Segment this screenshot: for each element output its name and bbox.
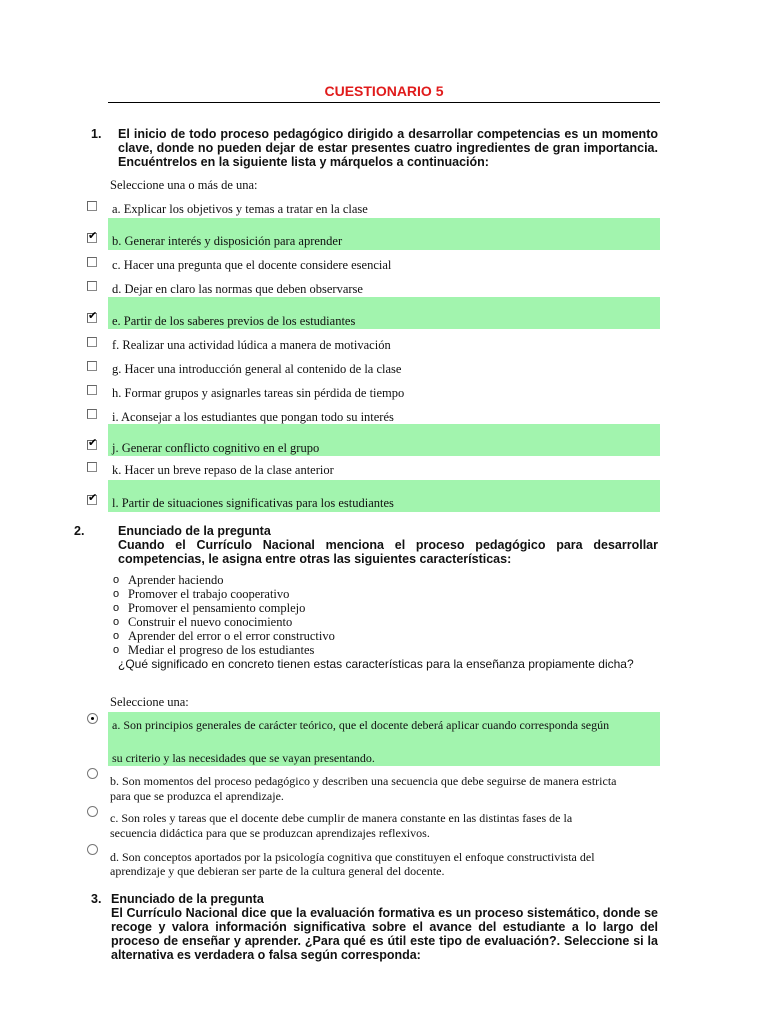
question-2-heading: Enunciado de la pregunta: [118, 524, 271, 538]
bullet-marker: o: [113, 616, 120, 628]
question-1-instruction: Seleccione una o más de una:: [110, 178, 258, 192]
bullet-item: Aprender haciendo: [128, 573, 224, 587]
checkmark-icon: ✔: [88, 229, 98, 242]
option-checkbox[interactable]: [87, 436, 98, 450]
bullet-item: Construir el nuevo conocimiento: [128, 615, 293, 629]
option-label[interactable]: l. Partir de situaciones significativas para los estudiantes: [112, 496, 394, 510]
option-label[interactable]: f. Realizar una actividad lúdica a manera de motivación: [112, 338, 391, 352]
checkmark-icon: ✔: [88, 491, 98, 504]
option-label-line[interactable]: para que se produzca el aprendizaje.: [110, 789, 284, 803]
option-label[interactable]: b. Generar interés y disposición para aprender: [112, 234, 343, 248]
question-2-question: ¿Qué significado en concreto tienen estas características para la enseñanza propiamente dicha?: [118, 657, 634, 671]
option-checkbox[interactable]: [87, 201, 97, 211]
checkmark-icon: ✔: [88, 309, 98, 322]
option-label[interactable]: k. Hacer un breve repaso de la clase anterior: [112, 463, 334, 477]
question-2-text: Cuando el Currículo Nacional menciona el proceso pedagógico para desarrollar competencias, le asigna entre otras las siguientes características:: [118, 538, 658, 566]
question-1-text: El inicio de todo proceso pedagógico dirigido a desarrollar competencias es un momento clave, donde no pueden dejar de estar presentes cuatro ingredientes de gran importancia. Encuéntrelos en la siguiente lista y márquelos a continuación:: [118, 127, 658, 169]
option-radio[interactable]: [87, 844, 98, 855]
bullet-marker: o: [113, 574, 120, 586]
bullet-marker: o: [113, 588, 120, 600]
page-title: CUESTIONARIO 5: [324, 83, 444, 99]
question-2-instruction: Seleccione una:: [110, 695, 189, 709]
option-label-line[interactable]: c. Son roles y tareas que el docente debe cumplir de manera constante en las distintas fases de la: [110, 811, 573, 825]
radio-selected-dot: [91, 717, 94, 720]
option-checkbox[interactable]: [87, 309, 98, 323]
option-label[interactable]: a. Explicar los objetivos y temas a tratar en la clase: [112, 202, 368, 216]
bullet-item: Mediar el progreso de los estudiantes: [128, 643, 315, 657]
bullet-item: Promover el trabajo cooperativo: [128, 587, 290, 601]
question-3-text: El Currículo Nacional dice que la evaluación formativa es un proceso sistemático, donde se recoge y valora información significativa sobre el avance del estudiante a lo largo del proceso de enseñar y aprender. ¿Para qué es útil este tipo de evaluación?. Seleccione si la alternativa es verdadera o falsa según corresponda:: [111, 906, 658, 962]
option-checkbox[interactable]: [87, 337, 97, 347]
option-radio[interactable]: [87, 806, 98, 817]
bullet-marker: o: [113, 630, 120, 642]
option-label[interactable]: e. Partir de los saberes previos de los estudiantes: [112, 314, 356, 328]
option-label[interactable]: g. Hacer una introducción general al contenido de la clase: [112, 362, 402, 376]
option-label[interactable]: j. Generar conflicto cognitivo en el grupo: [112, 441, 320, 455]
option-checkbox[interactable]: [87, 361, 97, 371]
option-checkbox[interactable]: [87, 462, 97, 472]
option-checkbox[interactable]: [87, 229, 98, 243]
question-2-number: 2.: [74, 524, 85, 538]
bullet-marker: o: [113, 644, 120, 656]
option-checkbox[interactable]: [87, 257, 97, 267]
question-3-heading: Enunciado de la pregunta: [111, 892, 264, 906]
option-checkbox[interactable]: [87, 281, 97, 291]
option-label[interactable]: c. Hacer una pregunta que el docente considere esencial: [112, 258, 392, 272]
bullet-item: Aprender del error o el error constructivo: [128, 629, 335, 643]
option-label-line[interactable]: su criterio y las necesidades que se vayan presentando.: [112, 751, 375, 765]
bullet-marker: o: [113, 602, 120, 614]
title-rule: [108, 102, 660, 103]
option-label-line[interactable]: aprendizaje y que debieran ser parte de la cultura general del docente.: [110, 864, 445, 878]
option-label-line[interactable]: b. Son momentos del proceso pedagógico y describen una secuencia que debe seguirse de manera estricta: [110, 774, 617, 788]
option-radio[interactable]: [87, 768, 98, 779]
option-label-line[interactable]: a. Son principios generales de carácter teórico, que el docente deberá aplicar cuando corresponda según: [112, 718, 610, 732]
bullet-item: Promover el pensamiento complejo: [128, 601, 306, 615]
option-checkbox[interactable]: [87, 491, 98, 505]
option-radio[interactable]: [87, 713, 98, 724]
option-label-line[interactable]: secuencia didáctica para que se produzcan aprendizajes reflexivos.: [110, 826, 430, 840]
option-label[interactable]: i. Aconsejar a los estudiantes que pongan todo su interés: [112, 410, 394, 424]
question-3-number: 3.: [91, 892, 102, 906]
option-label-line[interactable]: d. Son conceptos aportados por la psicología cognitiva que constituyen el enfoque constructivista del: [110, 850, 595, 864]
option-checkbox[interactable]: [87, 409, 97, 419]
question-1-number: 1.: [91, 127, 102, 141]
option-checkbox[interactable]: [87, 385, 97, 395]
option-label[interactable]: h. Formar grupos y asignarles tareas sin pérdida de tiempo: [112, 386, 405, 400]
option-label[interactable]: d. Dejar en claro las normas que deben observarse: [112, 282, 363, 296]
checkmark-icon: ✔: [88, 436, 98, 449]
